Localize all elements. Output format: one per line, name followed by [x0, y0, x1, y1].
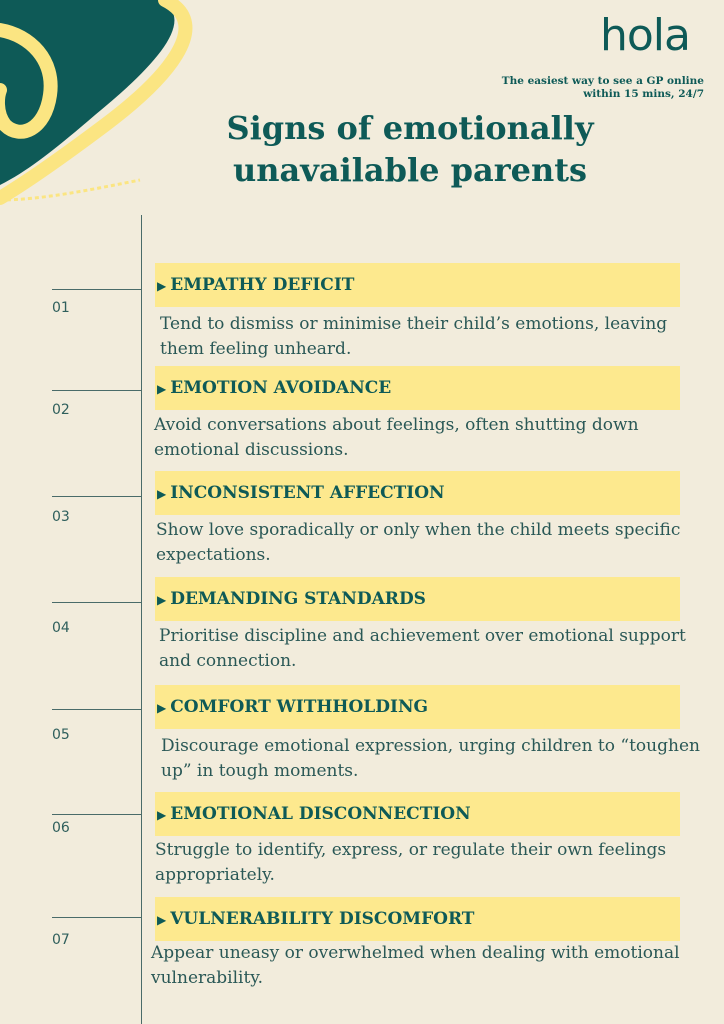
item-description: Struggle to identify, express, or regulate their own feelings appropriately. [155, 840, 667, 885]
item-heading-bar [155, 471, 680, 515]
item-heading-label: INCONSISTENT AFFECTION [170, 483, 445, 503]
item-heading-label: DEMANDING STANDARDS [170, 589, 426, 609]
timeline-line [141, 215, 142, 1024]
item-heading-label: EMPATHY DEFICIT [170, 275, 355, 295]
item-heading-bar [155, 897, 680, 941]
item-heading [157, 697, 428, 717]
item-heading-bar [155, 792, 680, 836]
item-number: 01 [52, 300, 70, 316]
triangle-right-icon: ▶ [157, 382, 167, 396]
item-number: 06 [52, 820, 70, 836]
timeline-connector [52, 390, 142, 391]
timeline-connector [52, 709, 142, 710]
triangle-right-icon: ▶ [157, 487, 167, 501]
triangle-right-icon: ▶ [157, 279, 167, 293]
item-number: 07 [52, 932, 70, 948]
item-heading [157, 909, 474, 929]
timeline-connector [52, 917, 142, 918]
item-description: Discourage emotional expression, urging children to “toughen up” in tough moments. [161, 736, 700, 781]
item-heading-bar [155, 577, 680, 621]
timeline-connector [52, 496, 142, 497]
item-description: Tend to dismiss or minimise their child’s emotions, leaving them feeling unheard. [160, 314, 668, 359]
item-description: Show love sporadically or only when the child meets specific expectations. [156, 520, 681, 565]
item-heading [157, 804, 471, 824]
item-heading-label: COMFORT WITHHOLDING [170, 697, 428, 717]
triangle-right-icon: ▶ [157, 808, 167, 822]
triangle-right-icon: ▶ [157, 701, 167, 715]
timeline-connector [52, 602, 142, 603]
item-number: 03 [52, 509, 70, 525]
item-heading-label: EMOTION AVOIDANCE [170, 378, 392, 398]
item-heading-label: EMOTIONAL DISCONNECTION [170, 804, 471, 824]
timeline-connector [52, 814, 142, 815]
item-number: 04 [52, 620, 70, 636]
triangle-right-icon: ▶ [157, 593, 167, 607]
item-heading [157, 378, 391, 398]
item-heading-bar [155, 366, 680, 410]
item-number: 02 [52, 402, 70, 418]
item-description: Appear uneasy or overwhelmed when dealing with emotional vulnerability. [151, 943, 680, 988]
item-number: 05 [52, 727, 70, 743]
item-heading-label: VULNERABILITY DISCOMFORT [170, 909, 475, 929]
item-heading [157, 483, 445, 503]
item-heading-bar [155, 263, 680, 307]
hola-logo: hola [600, 10, 690, 61]
item-heading [157, 589, 426, 609]
triangle-right-icon: ▶ [157, 913, 167, 927]
item-heading [157, 275, 354, 295]
timeline-connector [52, 289, 142, 290]
page-title: Signs of emotionally unavailable parents [226, 109, 594, 189]
tagline: The easiest way to see a GP online within 15 mins, 24/7 [501, 75, 704, 101]
item-description: Avoid conversations about feelings, often shutting down emotional discussions. [154, 415, 639, 460]
item-description: Prioritise discipline and achievement over emotional support and connection. [159, 626, 686, 671]
item-heading-bar [155, 685, 680, 729]
